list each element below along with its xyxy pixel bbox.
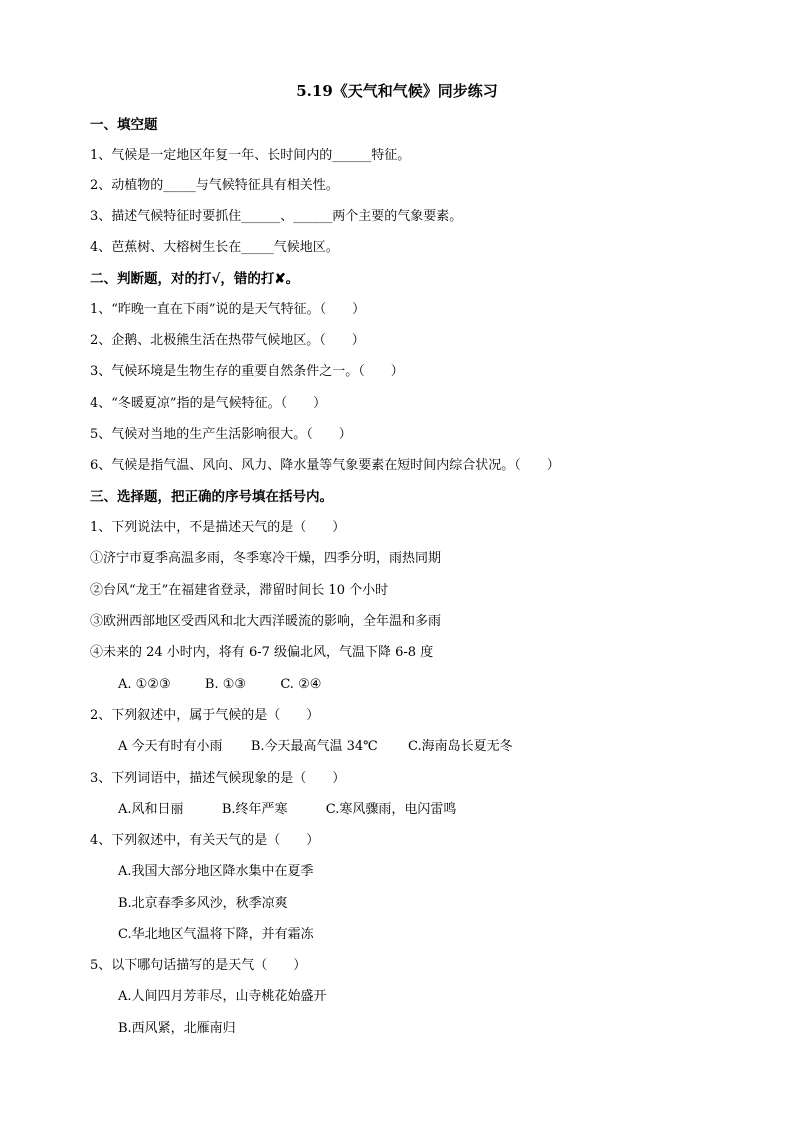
section-heading-true-false: 二、判断题，对的打√，错的打✘。 — [90, 271, 300, 287]
choice-question-1-stem: 1、下列说法中，不是描述天气的是（ ） — [90, 520, 346, 535]
choice-question-4-option-a: A.我国大部分地区降水集中在夏季 — [118, 864, 314, 879]
choice-question-3-options — [118, 802, 456, 818]
true-false-question-6: 6、气候是指气温、风向、风力、降水量等气象要素在短时间内综合状况。（ ） — [90, 458, 560, 473]
choice-question-1-statement-1: ①济宁市夏季高温多雨，冬季寒冷干燥，四季分明，雨热同期 — [90, 551, 442, 566]
choice-question-1-options — [118, 677, 321, 693]
choice-question-1-statement-4: ④未来的 24 小时内，将有 6-7 级偏北风，气温下降 6-8 度 — [90, 645, 434, 660]
true-false-question-3: 3、气候环境是生物生存的重要自然条件之一。（ ） — [90, 364, 404, 379]
section-heading-multiple-choice: 三、选择题，把正确的序号填在括号内。 — [90, 489, 333, 505]
choice-question-1-option-c: C. ②④ — [280, 677, 322, 692]
fill-blank-question-4: 4、芭蕉树、大榕树生长在_____气候地区。 — [90, 240, 339, 255]
true-false-question-1: 1、“昨晚一直在下雨”说的是天气特征。（ ） — [90, 302, 366, 317]
choice-question-1-option-b: B. ①③ — [204, 677, 247, 692]
choice-question-2-option-a: A 今天有时有小雨 — [118, 739, 223, 754]
choice-question-2-option-b: B.今天最高气温 34℃ — [250, 739, 378, 754]
choice-question-4-option-c: C.华北地区气温将下降，并有霜冻 — [118, 927, 314, 942]
true-false-question-4: 4、“冬暖夏凉”指的是气候特征。（ ） — [90, 396, 327, 411]
fill-blank-question-1: 1、气候是一定地区年复一年、长时间内的______特征。 — [90, 148, 411, 163]
choice-question-3-option-c: C.寒风骤雨，电闪雷鸣 — [325, 802, 457, 817]
fill-blank-question-3: 3、描述气候特征时要抓住______、______两个主要的气象要素。 — [90, 209, 463, 224]
true-false-question-5: 5、气候对当地的生产生活影响很大。（ ） — [90, 427, 352, 442]
choice-question-2-options — [118, 739, 513, 755]
document-title: 5.19《天气和气候》同步练习 — [296, 82, 498, 100]
choice-question-5-option-a: A.人间四月芳菲尽，山寺桃花始盛开 — [118, 989, 327, 1004]
choice-question-5-stem: 5、以下哪句话描写的是天气（ ） — [90, 958, 307, 973]
choice-question-4-option-b: B.北京春季多风沙，秋季凉爽 — [118, 896, 288, 911]
fill-blank-question-2: 2、动植物的_____与气候特征具有相关性。 — [90, 178, 339, 193]
choice-question-5-option-b: B.西风紧，北雁南归 — [118, 1021, 236, 1036]
choice-question-2-stem: 2、下列叙述中，属于气候的是（ ） — [90, 708, 320, 723]
choice-question-4-stem: 4、下列叙述中，有关天气的是（ ） — [90, 833, 320, 848]
choice-question-3-stem: 3、下列词语中，描述气候现象的是（ ） — [90, 771, 346, 786]
section-heading-fill-blank: 一、填空题 — [90, 117, 158, 133]
true-false-question-2: 2、企鹅、北极熊生活在热带气候地区。（ ） — [90, 333, 365, 348]
choice-question-1-option-a: A. ①②③ — [118, 677, 171, 692]
choice-question-1-statement-3: ③欧洲西部地区受西风和北大西洋暖流的影响，全年温和多雨 — [90, 614, 442, 629]
choice-question-2-option-c: C.海南岛长夏无冬 — [408, 739, 513, 754]
choice-question-3-option-a: A.风和日丽 — [118, 802, 184, 817]
choice-question-3-option-b: B.终年严寒 — [221, 802, 288, 817]
choice-question-1-statement-2: ②台风“龙王”在福建省登录，滞留时间长 10 个小时 — [90, 583, 389, 598]
